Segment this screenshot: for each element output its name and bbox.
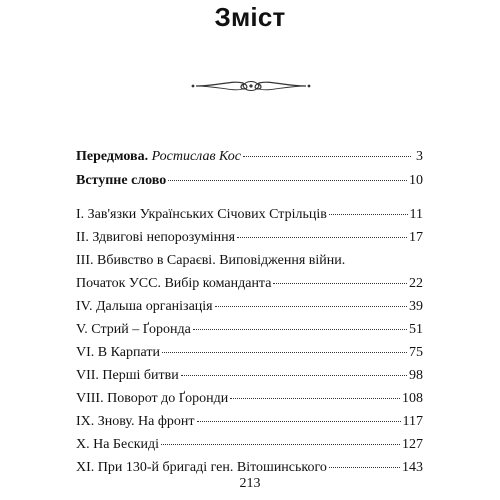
toc-page: 143: [402, 460, 423, 475]
toc-label: II. Здвигові непорозуміння: [76, 230, 236, 245]
leader-dots: [162, 352, 407, 353]
toc-entry-chapter-1[interactable]: [76, 206, 423, 224]
toc-page: 39: [409, 299, 423, 314]
toc-entry-intro[interactable]: [76, 172, 423, 190]
leader-dots: [161, 444, 400, 445]
toc-label: IX. Знову. На фронт: [76, 414, 195, 429]
toc-author: Ростислав Кос: [151, 149, 241, 164]
toc-entry-chapter-4[interactable]: [76, 298, 423, 316]
toc-label: VII. Перші битви: [76, 368, 179, 383]
toc-entry-chapter-3[interactable]: [76, 275, 423, 293]
leader-dots: [197, 421, 401, 422]
toc-entry-chapter-7[interactable]: [76, 367, 423, 385]
toc-label: Передмова.: [76, 149, 149, 164]
toc-page: 98: [409, 368, 423, 383]
table-of-contents: [76, 148, 423, 477]
leader-dots: [193, 329, 407, 330]
page-number: 213: [239, 476, 261, 491]
leader-dots: [181, 375, 407, 376]
ornament-flourish-icon: [188, 74, 314, 98]
toc-page: 22: [409, 276, 423, 291]
toc-entry-chapter-8[interactable]: [76, 390, 423, 408]
leader-dots: [243, 156, 411, 157]
toc-entry-chapter-2[interactable]: [76, 229, 423, 247]
leader-dots: [329, 467, 400, 468]
toc-page: 108: [402, 391, 423, 406]
toc-label: V. Стрий – Ґоронда: [76, 322, 191, 337]
toc-label: VI. В Карпати: [76, 345, 160, 360]
toc-label: I. Зав'язки Українських Січових Стрільців: [76, 207, 327, 222]
toc-label: IV. Дальша організація: [76, 299, 213, 314]
toc-page: 75: [409, 345, 423, 360]
page-title: Зміст: [214, 2, 286, 32]
toc-entry-chapter-6[interactable]: [76, 344, 423, 362]
toc-entry-chapter-11[interactable]: [76, 459, 423, 477]
leader-dots: [168, 180, 407, 181]
leader-dots: [237, 237, 407, 238]
toc-entry-chapter-5[interactable]: [76, 321, 423, 339]
leader-dots: [273, 283, 407, 284]
toc-label: Вступне слово: [76, 173, 167, 188]
toc-page: 11: [409, 207, 423, 222]
toc-entry-chapter-10[interactable]: [76, 436, 423, 454]
toc-entry-chapter-9[interactable]: [76, 413, 423, 431]
toc-page: 127: [402, 437, 423, 452]
toc-entry-preface[interactable]: [76, 148, 423, 166]
leader-dots: [215, 306, 407, 307]
leader-dots: [329, 214, 408, 215]
toc-page: 10: [409, 173, 423, 188]
toc-label: XI. При 130-й бригаді ген. Вітошинського: [76, 460, 327, 475]
toc-label: Початок УСС. Вибір команданта: [76, 276, 272, 291]
toc-page: 51: [409, 322, 423, 337]
toc-page: 3: [416, 149, 423, 164]
leader-dots: [230, 398, 400, 399]
toc-page: 17: [409, 230, 423, 245]
toc-page: 117: [402, 414, 423, 429]
toc-entry-chapter-3-line1[interactable]: III. Вбивство в Сараєві. Виповідження війни.: [76, 253, 346, 268]
toc-label: X. На Бескиді: [76, 437, 160, 452]
toc-label: VIII. Поворот до Ґоронди: [76, 391, 229, 406]
